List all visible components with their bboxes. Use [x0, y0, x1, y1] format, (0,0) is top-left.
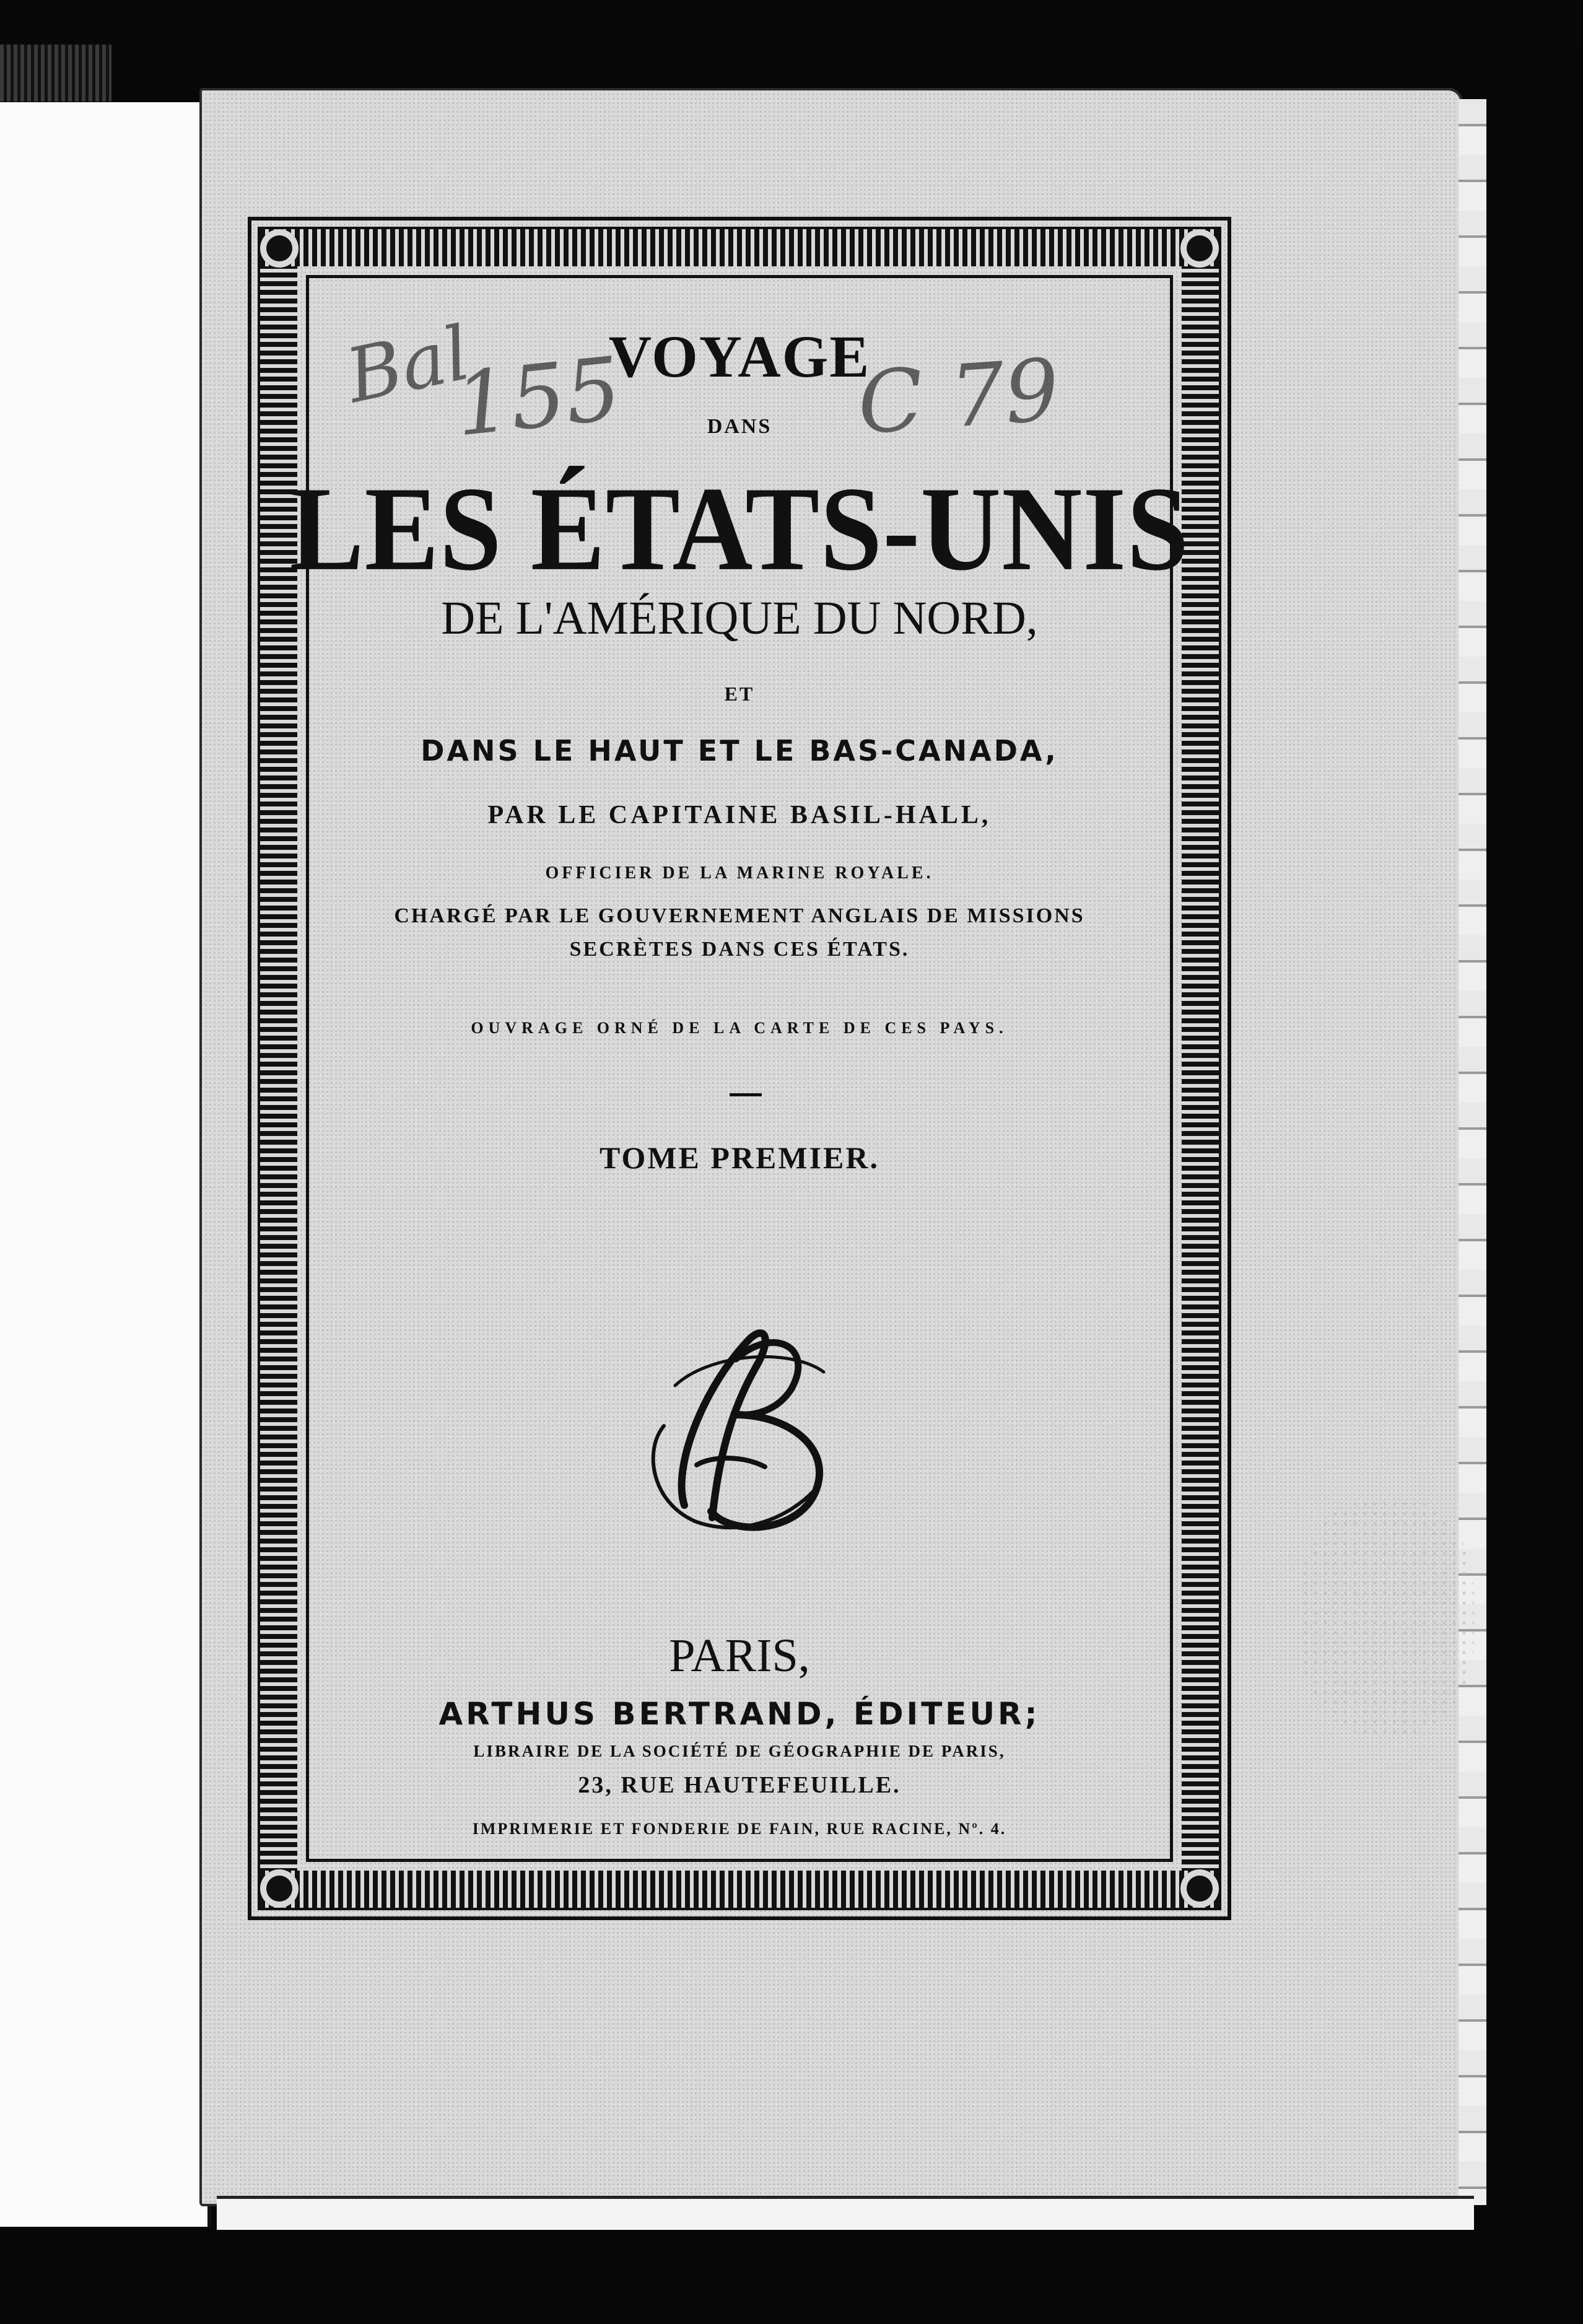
corner-rosette-icon	[260, 1869, 299, 1908]
map-note: OUVRAGE ORNÉ DE LA CARTE DE CES PAYS.	[471, 1019, 1008, 1037]
left-flyleaf	[0, 102, 211, 2227]
corner-rosette-icon	[260, 229, 299, 268]
volume-line: TOME PREMIER.	[600, 1140, 879, 1175]
title-voyage: VOYAGE	[608, 323, 871, 390]
publisher-monogram-icon	[638, 1313, 842, 1549]
author-line: PAR LE CAPITAINE BASIL-HALL,	[487, 801, 992, 829]
connector-et: ET	[724, 683, 755, 705]
main-title: LES ÉTATS-UNIS	[289, 462, 1190, 595]
handwritten-catalog-number: C 79	[854, 339, 1063, 454]
corner-rosette-icon	[1180, 1869, 1219, 1908]
scan-bottom-margin	[0, 2230, 1583, 2324]
printer-line: IMPRIMERIE ET FONDERIE DE FAIN, RUE RACINE, Nº. 4.	[472, 1820, 1007, 1838]
officer-line: OFFICIER DE LA MARINE ROYALE.	[545, 863, 934, 883]
faint-library-stamp	[1301, 1499, 1474, 1734]
torn-right-edge	[1459, 99, 1486, 2205]
scan-top-margin	[0, 0, 1583, 48]
handwritten-shelf-mark: Bal	[339, 310, 478, 421]
bookseller-line: LIBRAIRE DE LA SOCIÉTÉ DE GÉOGRAPHIE DE PARIS,	[473, 1742, 1006, 1760]
binding-edge	[0, 45, 111, 102]
mission-line-2: SECRÈTES DANS CES ÉTATS.	[569, 938, 910, 961]
publication-city: PARIS,	[669, 1630, 810, 1682]
corner-rosette-icon	[1180, 229, 1219, 268]
connector-dans: DANS	[707, 415, 772, 438]
handwritten-shelf-number: 155	[450, 338, 626, 456]
publisher-address: 23, RUE HAUTEFEUILLE.	[578, 1772, 901, 1798]
subtitle: DE L'AMÉRIQUE DU NORD,	[441, 592, 1038, 644]
separator-rule	[730, 1093, 762, 1096]
mission-line-1: CHARGÉ PAR LE GOUVERNEMENT ANGLAIS DE MISSIONS	[394, 904, 1085, 927]
publisher-name: ARTHUS BERTRAND, ÉDITEUR;	[438, 1696, 1040, 1732]
cover-bottom-edge	[217, 2196, 1474, 2233]
canada-line: DANS LE HAUT ET LE BAS-CANADA,	[421, 734, 1058, 767]
